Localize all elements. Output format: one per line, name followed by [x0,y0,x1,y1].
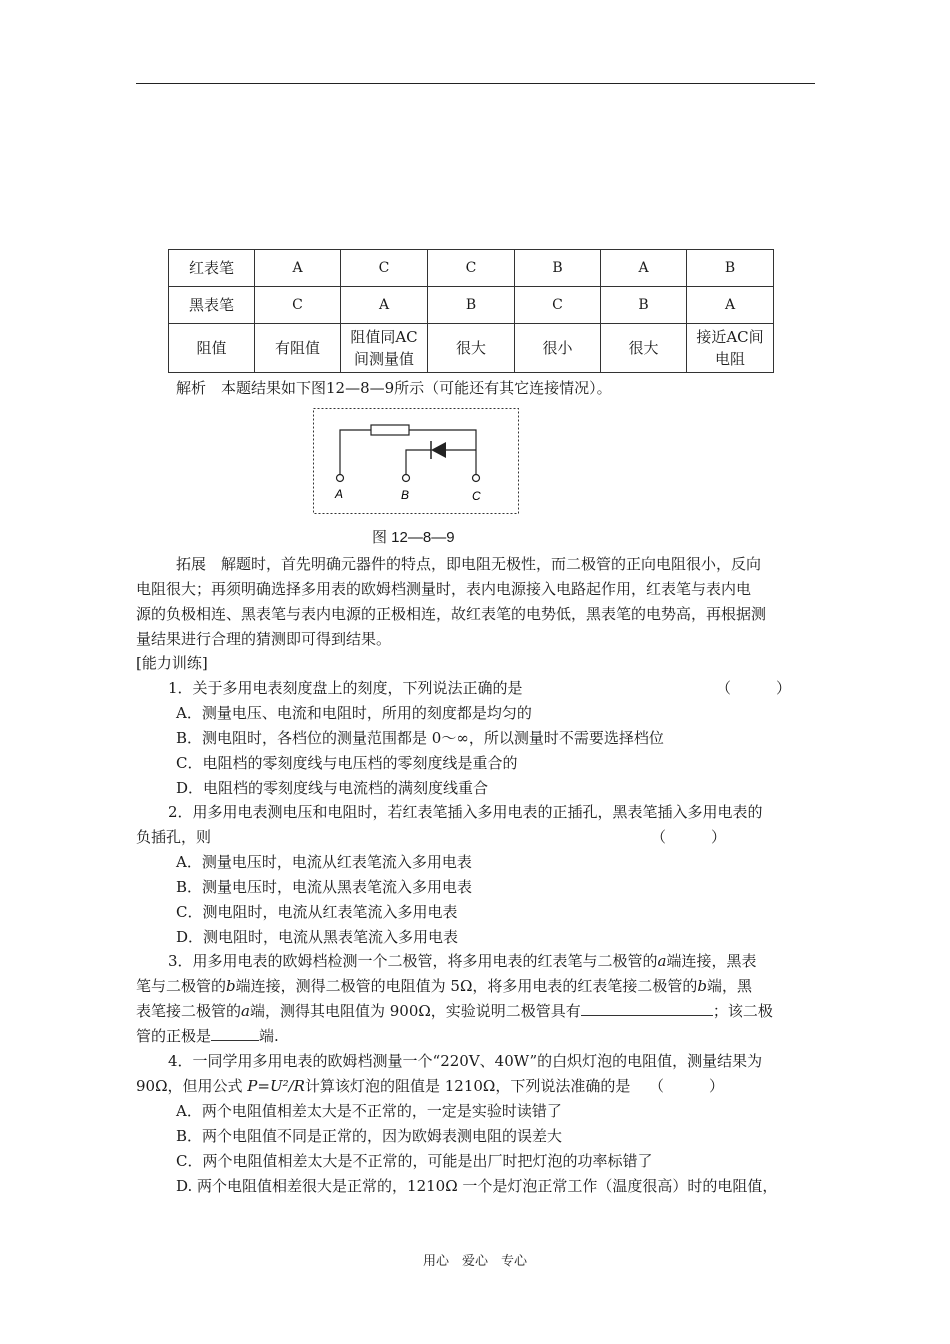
q3-text: 表笔接二极管的 [136,1002,242,1020]
q4-option: A．两个电阻值相差太大是不正常的，一定是实验时读错了 [176,1102,562,1120]
q2-stem-line2: 负插孔，则 [136,828,212,846]
table-cell: 很大 [601,324,687,373]
row-label: 红表笔 [169,250,255,287]
q3-text: 3．用多用电表的欧姆档检测一个二极管，将多用电表的红表笔与二极管的 [168,952,658,970]
q3-text: 端连接，黑表 [666,952,757,970]
wire-a [340,430,371,474]
q4-option: C．两个电阻值相差太大是不正常的，可能是出厂时把灯泡的功率标错了 [176,1152,653,1170]
q3-line2 [136,975,752,997]
table-cell: C [515,287,601,324]
extension-line: 电阻很大；再须明确选择多用表的欧姆档测量时，表内电源接入电路起作用，红表笔与表内电 [136,580,752,598]
section-title: [能力训练] [136,654,208,672]
terminal-label-b: B [401,488,410,502]
q3-var-a: a [657,952,667,970]
terminal-label-a: A [335,487,344,501]
table-cell: 阻值同AC 间测量值 [341,324,428,373]
q4-text: 计算该灯泡的阻值是 1210Ω，下列说法准确的是 [304,1077,631,1095]
terminal-b [403,475,410,482]
table-cell: C [428,250,515,287]
q4-option: D. 两个电阻值相差很大是正常的，1210Ω 一个是灯泡正常工作（温度很高）时的电阻值， [176,1177,778,1195]
q3-var-a: a [241,1002,250,1020]
q2-option: C．测电阻时，电流从红表笔流入多用电表 [176,903,458,921]
q3-text: 端连接，测得二极管的电阻值为 5Ω，将多用电表的红表笔接二极管的 [235,977,698,995]
table-cell: 有阻值 [255,324,341,373]
table-cell: A [601,250,687,287]
q1-option: A．测量电压、电流和电阻时，所用的刻度都是均匀的 [176,704,532,722]
measurement-table [168,249,774,373]
wire-b [406,450,431,474]
q3-var-b: b [226,977,236,995]
q4-line1: 4．一同学用多用电表的欧姆档测量一个“220V、40W”的白炽灯泡的电阻值，测量结果为 [168,1052,763,1070]
extension-line: 源的负极相连、黑表笔与表内电源的正极相连，故红表笔的电势低，黑表笔的电势高，再根据测 [136,605,767,623]
table-row-black-probe [169,287,774,324]
table-cell: B [428,287,515,324]
q3-text: 笔与二极管的 [136,977,227,995]
q3-text: ；该二极 [712,1002,773,1020]
page-footer: 用心 爱心 专心 [422,1254,527,1269]
answer-blank[interactable] [211,1025,259,1041]
q2-option: D．测电阻时，电流从黑表笔流入多用电表 [176,928,459,946]
figure-frame [314,409,519,514]
q1-stem: 1．关于多用电表刻度盘上的刻度，下列说法正确的是 [168,679,523,697]
table-cell: B [515,250,601,287]
table-cell: C [255,287,341,324]
analysis-text: 解析 本题结果如下图12—8—9所示（可能还有其它连接情况）。 [176,379,612,397]
table-row-red-probe [169,250,774,287]
terminal-c [473,475,480,482]
row-label: 阻值 [169,324,255,373]
q3-text: 端. [259,1027,279,1045]
q4-line2 [136,1075,630,1097]
terminal-a [337,475,344,482]
table-cell: 很小 [515,324,601,373]
q3-text: 端，测得其电阻值为 900Ω，实验说明二极管具有 [249,1002,581,1020]
q1-option: D．电阻档的零刻度线与电流档的满刻度线重合 [176,779,489,797]
q2-answer-paren: （ ） [651,828,727,846]
resistor-symbol [371,425,409,435]
q2-stem-line1: 2．用多用电表测电压和电阻时，若红表笔插入多用电表的正插孔，黑表笔插入多用电表的 [168,803,763,821]
table-cell: A [687,287,774,324]
figure-caption: 图 12—8—9 [372,529,455,546]
q3-line4 [136,1025,279,1047]
table-cell: B [687,250,774,287]
q1-option: C．电阻档的零刻度线与电压档的零刻度线是重合的 [176,754,518,772]
q3-line1 [168,950,757,972]
circuit-diagram [313,408,519,514]
terminal-label-c: C [472,489,481,503]
answer-blank[interactable] [581,1000,713,1016]
q2-option: A．测量电压时，电流从红表笔流入多用电表 [176,853,472,871]
q3-line3 [136,1000,773,1022]
q1-answer-paren: （ ） [716,679,792,697]
diode-symbol [431,442,446,458]
header-rule [136,83,815,84]
q3-text: 端，黑 [707,977,753,995]
table-cell: A [255,250,341,287]
table-cell: B [601,287,687,324]
table-row-resistance [169,324,774,373]
q4-answer-paren: （ ） [649,1077,725,1095]
q4-formula: P=U²/R [247,1077,305,1095]
q4-text: 90Ω，但用公式 [136,1077,248,1095]
extension-line: 量结果进行合理的猜测即可得到结果。 [136,630,392,648]
table-cell: 很大 [428,324,515,373]
q2-option: B．测量电压时，电流从黑表笔流入多用电表 [176,878,473,896]
extension-line: 拓展 解题时，首先明确元器件的特点，即电阻无极性，而二极管的正向电阻很小，反向 [176,555,762,573]
row-label: 黑表笔 [169,287,255,324]
table-cell: A [341,287,428,324]
table-cell: 接近AC间 电阻 [687,324,774,373]
q4-option: B．两个电阻值不同是正常的，因为欧姆表测电阻的误差大 [176,1127,563,1145]
q3-var-b: b [697,977,707,995]
q3-text: 管的正极是 [136,1027,212,1045]
q1-option: B．测电阻时，各档位的测量范围都是 0～∞，所以测量时不需要选择档位 [176,729,664,747]
table-cell: C [341,250,428,287]
